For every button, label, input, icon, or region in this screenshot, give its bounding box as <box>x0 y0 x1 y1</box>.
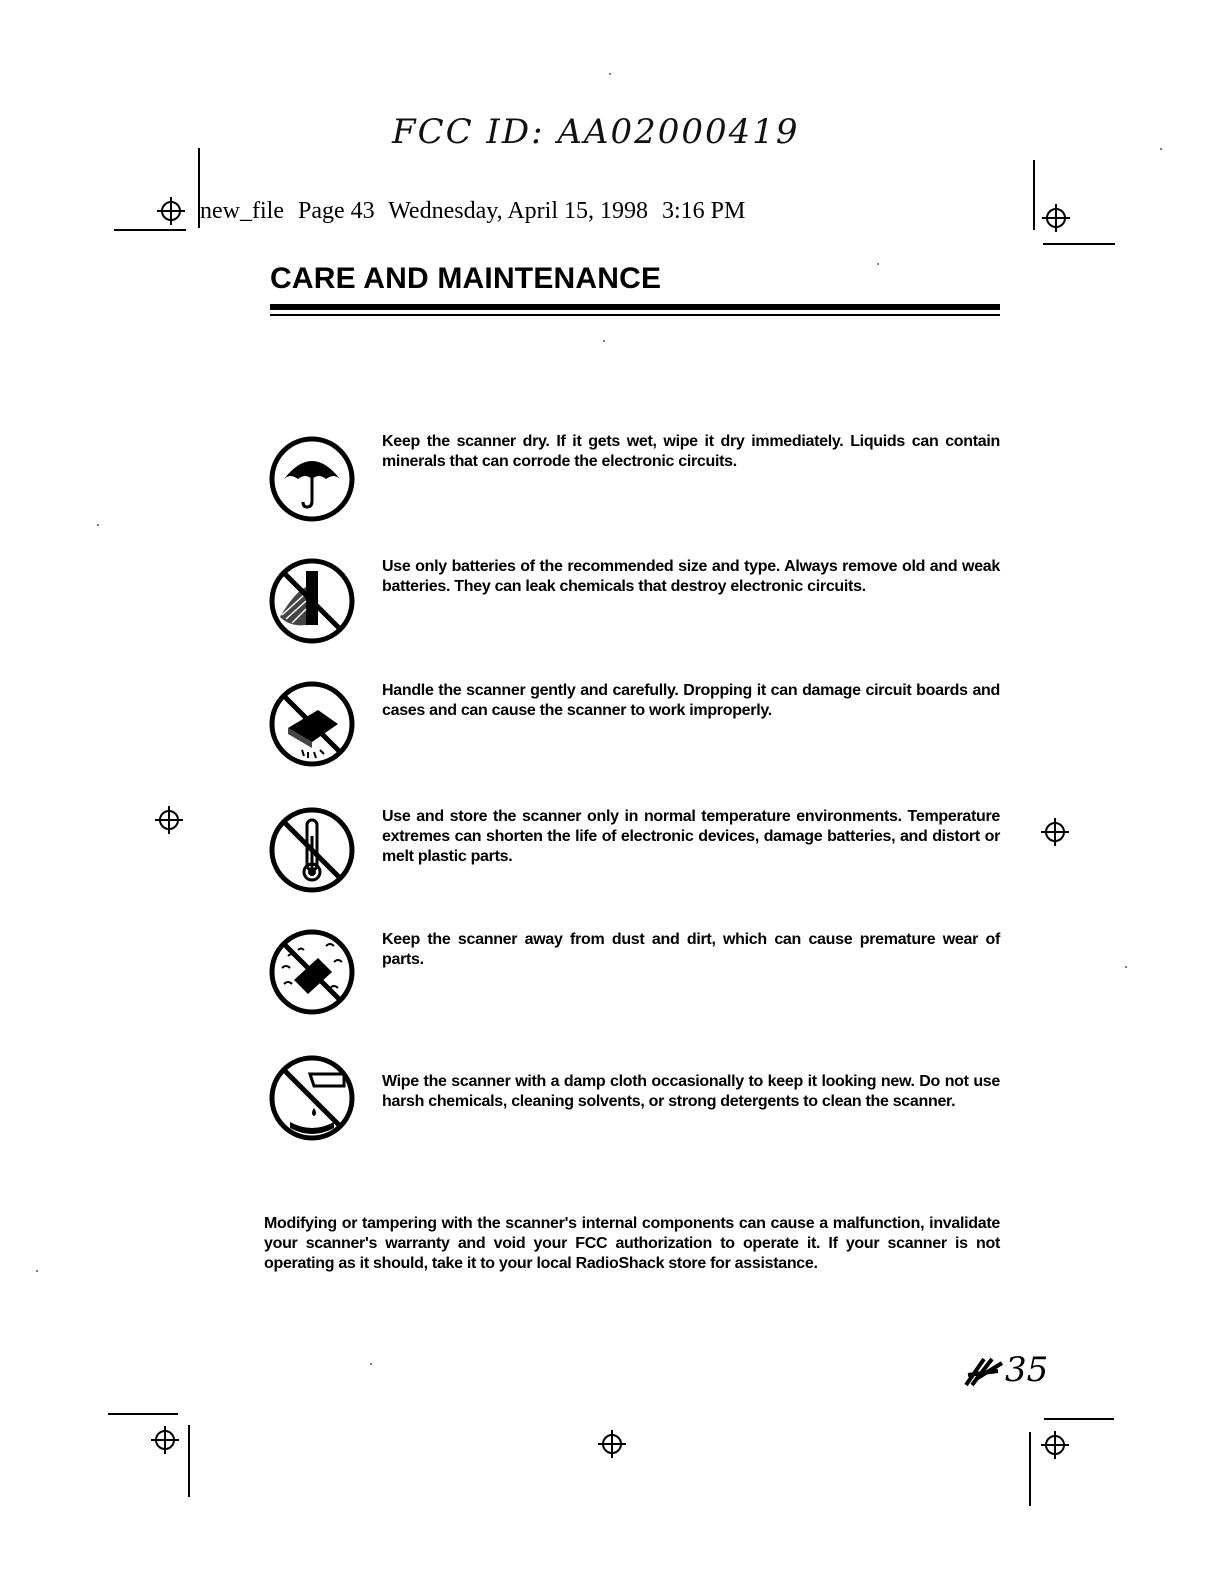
registration-mark-icon <box>598 1430 626 1458</box>
care-item-text: Use and store the scanner only in normal temperature environments. Temperature extremes can shorten the life of electronic devices, damage batteries, and distort or melt plastic parts. <box>382 808 1000 865</box>
crop-mark <box>1033 160 1035 230</box>
crop-mark <box>108 1413 178 1415</box>
registration-mark-icon <box>1041 1431 1069 1459</box>
handwritten-fcc-id: FCC ID: AA02000419 <box>392 112 800 152</box>
crop-mark <box>114 229 186 231</box>
crop-mark <box>1029 1432 1031 1506</box>
registration-mark-icon <box>1041 818 1069 846</box>
care-item-text: Keep the scanner dry. If it gets wet, wipe it dry immediately. Liquids can contain minerals that can corrode the electronic circuits. <box>382 433 1000 470</box>
crop-mark <box>1043 243 1115 245</box>
no-temperature-extreme-icon <box>268 806 356 894</box>
care-item-text: Use only batteries of the recommended size and type. Always remove old and weak batteries. They can leak chemicals that destroy electronic circuits. <box>382 558 1000 595</box>
care-item-text: Handle the scanner gently and carefully. Dropping it can damage circuit boards and cases and can cause the scanner to work improperly. <box>382 682 1000 719</box>
page-title: CARE AND MAINTENANCE <box>270 262 662 295</box>
header-page: Page 43 <box>297 198 375 224</box>
header-file: new_file <box>200 198 284 224</box>
header-date: Wednesday, April 15, 1998 <box>388 198 649 224</box>
no-battery-leak-icon <box>268 557 356 645</box>
header-time: 3:16 PM <box>662 198 746 224</box>
crop-mark <box>188 1425 190 1497</box>
title-rule-thick <box>270 304 1000 310</box>
title-rule-thin <box>270 314 1000 316</box>
page-number: 35 <box>1005 1350 1049 1390</box>
care-item-text: Wipe the scanner with a damp cloth occasionally to keep it looking new. Do not use harsh chemicals, cleaning solvents, or strong detergents to clean the scanner. <box>382 1073 1000 1110</box>
no-drop-icon <box>268 680 356 768</box>
registration-mark-icon <box>155 806 183 834</box>
no-chemicals-icon <box>268 1054 356 1142</box>
umbrella-icon <box>268 435 356 523</box>
registration-mark-icon <box>151 1426 179 1454</box>
crop-mark <box>1044 1418 1114 1420</box>
registration-mark-icon <box>1042 204 1070 232</box>
registration-mark-icon <box>157 197 185 225</box>
print-header <box>200 198 753 225</box>
warranty-notice: Modifying or tampering with the scanner's internal components can cause a malfunction, invalidate your scanner's warranty and void your FCC authorization to operate it. If your scanner is not operating as it should, take it to your local RadioShack store for assistance. <box>264 1215 1000 1272</box>
scribble-mark <box>962 1353 1010 1389</box>
care-item-text: Keep the scanner away from dust and dirt, which can cause premature wear of parts. <box>382 931 1000 968</box>
no-dust-icon <box>268 928 356 1016</box>
